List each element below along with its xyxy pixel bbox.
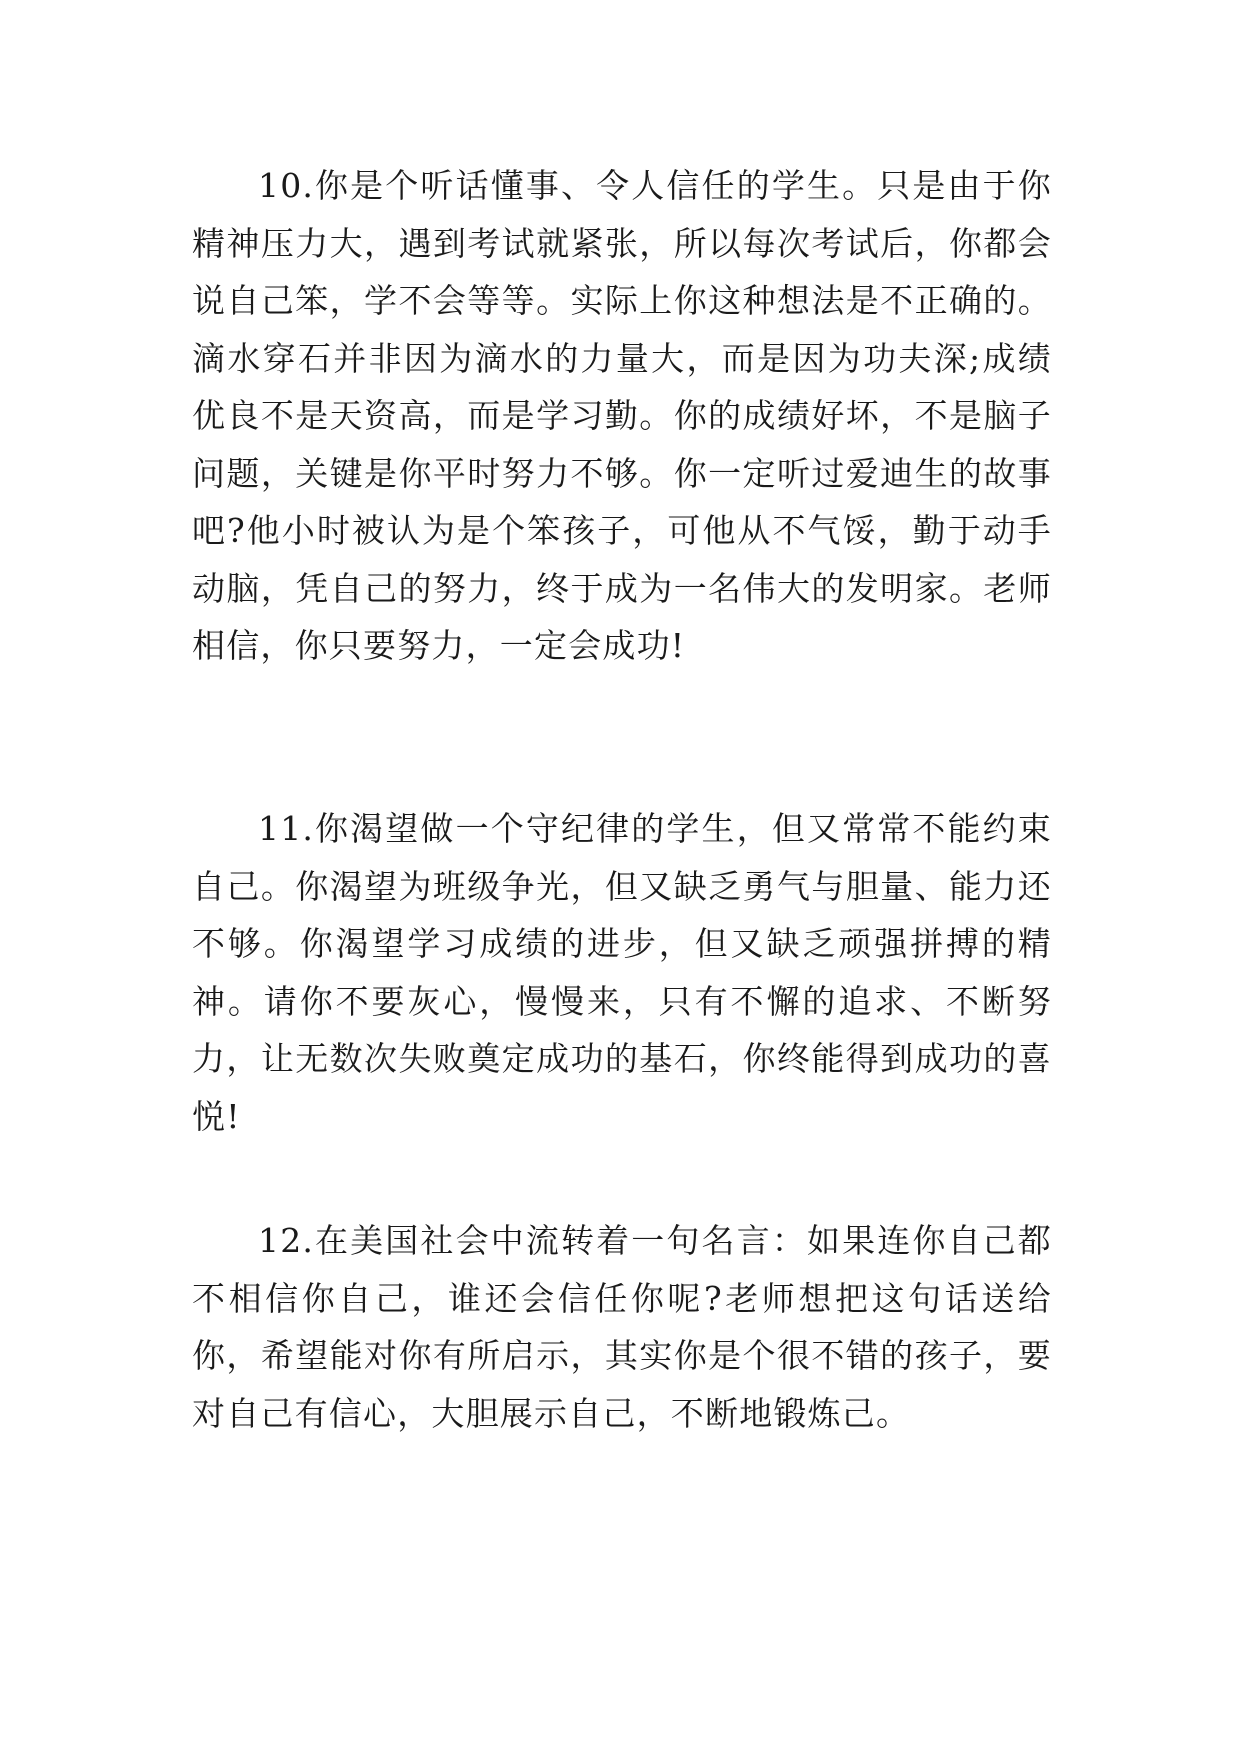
paragraph-11: 11.你渴望做一个守纪律的学生，但又常常不能约束自己。你渴望为班级争光，但又缺乏勇气与胆量、能力还不够。你渴望学习成绩的进步，但又缺乏顽强拼搏的精神。请你不要灰心，慢慢来，只有不懈的追求、不断努力，让无数次失败奠定成功的基石，你终能得到成功的喜悦! (192, 809, 1052, 1136)
paragraph-10: 10.你是个听话懂事、令人信任的学生。只是由于你精神压力大，遇到考试就紧张，所以每次考试后，你都会说自己笨，学不会等等。实际上你这种想法是不正确的。滴水穿石并非因为滴水的力量大，而是因为功夫深;成绩优良不是天资高，而是学习勤。你的成绩好坏，不是脑子问题，关键是你平时努力不够。你一定听过爱迪生的故事吧?他小时被认为是个笨孩子，可他从不气馁，勤于动手动脑，凭自己的努力，终于成为一名伟大的发明家。老师相信，你只要努力，一定会成功! (192, 166, 1052, 665)
paragraph-12: 12.在美国社会中流转着一句名言：如果连你自己都不相信你自己，谁还会信任你呢?老师想把这句话送给你，希望能对你有所启示，其实你是个很不错的孩子，要对自己有信心，大胆展示自己，不断地锻炼己。 (192, 1221, 1052, 1433)
